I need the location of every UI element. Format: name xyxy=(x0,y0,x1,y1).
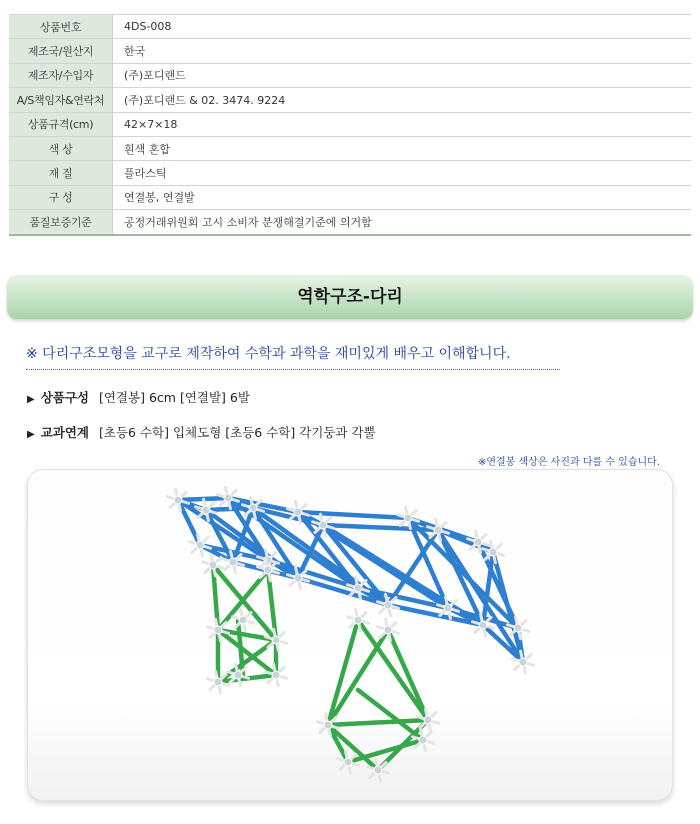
spec-value: (주)포디랜드 xyxy=(113,63,692,87)
spec-key: 품질보증기준 xyxy=(9,210,113,235)
curriculum-label: 교과연계 xyxy=(40,425,90,440)
spec-row xyxy=(9,39,691,63)
green-rod xyxy=(328,725,348,762)
composition-label: 상품구성 xyxy=(40,390,90,405)
spec-row xyxy=(9,136,691,160)
spec-value: 4DS-008 xyxy=(113,15,692,39)
spec-key: 제조자/수입자 xyxy=(9,63,113,87)
spec-value: 흰색 혼합 xyxy=(113,136,692,160)
intro-text: ※ 다리구조모형을 교구로 제작하여 수학과 과학을 재미있게 배우고 이해합니다. xyxy=(26,343,560,370)
blue-rod xyxy=(298,512,408,518)
curriculum-row xyxy=(27,423,376,441)
spec-row xyxy=(9,15,691,39)
product-photo xyxy=(27,469,673,801)
spec-key: 상품규격(cm) xyxy=(9,112,113,136)
spec-value: 한국 xyxy=(113,39,692,63)
triangle-right-icon: ▶ xyxy=(27,394,35,405)
spec-row xyxy=(9,112,691,136)
spec-value: (주)포디랜드 & 02. 3474. 9224 xyxy=(113,88,692,112)
connector-node xyxy=(377,619,398,640)
spec-row xyxy=(9,210,691,235)
spec-value: 연결봉, 연결발 xyxy=(113,185,692,209)
bridge-model-illustration xyxy=(28,470,672,800)
spec-key: 재 질 xyxy=(9,161,113,185)
connector-node xyxy=(232,609,253,630)
composition-text: [연결봉] 6cm [연결발] 6발 xyxy=(99,390,250,405)
spec-key: A/S책임자&연락처 xyxy=(9,88,113,112)
spec-key: 제조국/원산지 xyxy=(9,39,113,63)
spec-key: 색 상 xyxy=(9,136,113,160)
product-title-banner xyxy=(7,275,693,319)
spec-value: 42×7×18 xyxy=(113,112,692,136)
green-rod xyxy=(328,630,388,725)
green-rod xyxy=(328,720,428,725)
spec-row xyxy=(9,161,691,185)
triangle-right-icon: ▶ xyxy=(27,429,35,440)
product-title: 역학구조-다리 xyxy=(297,287,403,307)
green-rod xyxy=(358,620,428,720)
color-note: ※연결봉 색상은 사진과 다를 수 있습니다. xyxy=(477,457,660,468)
green-rod xyxy=(328,620,358,725)
spec-value: 플라스틱 xyxy=(113,161,692,185)
composition-row xyxy=(27,388,250,406)
spec-row xyxy=(9,63,691,87)
spec-row xyxy=(9,88,691,112)
curriculum-text: [초등6 수학] 입체도형 [초등6 수학] 각기둥과 각뿔 xyxy=(99,425,376,440)
spec-row xyxy=(9,185,691,209)
spec-value: 공정거래위원회 고시 소비자 분쟁해결기준에 의거함 xyxy=(113,210,692,235)
spec-key: 구 성 xyxy=(9,185,113,209)
spec-table xyxy=(9,14,691,236)
spec-key: 상품번호 xyxy=(9,15,113,39)
